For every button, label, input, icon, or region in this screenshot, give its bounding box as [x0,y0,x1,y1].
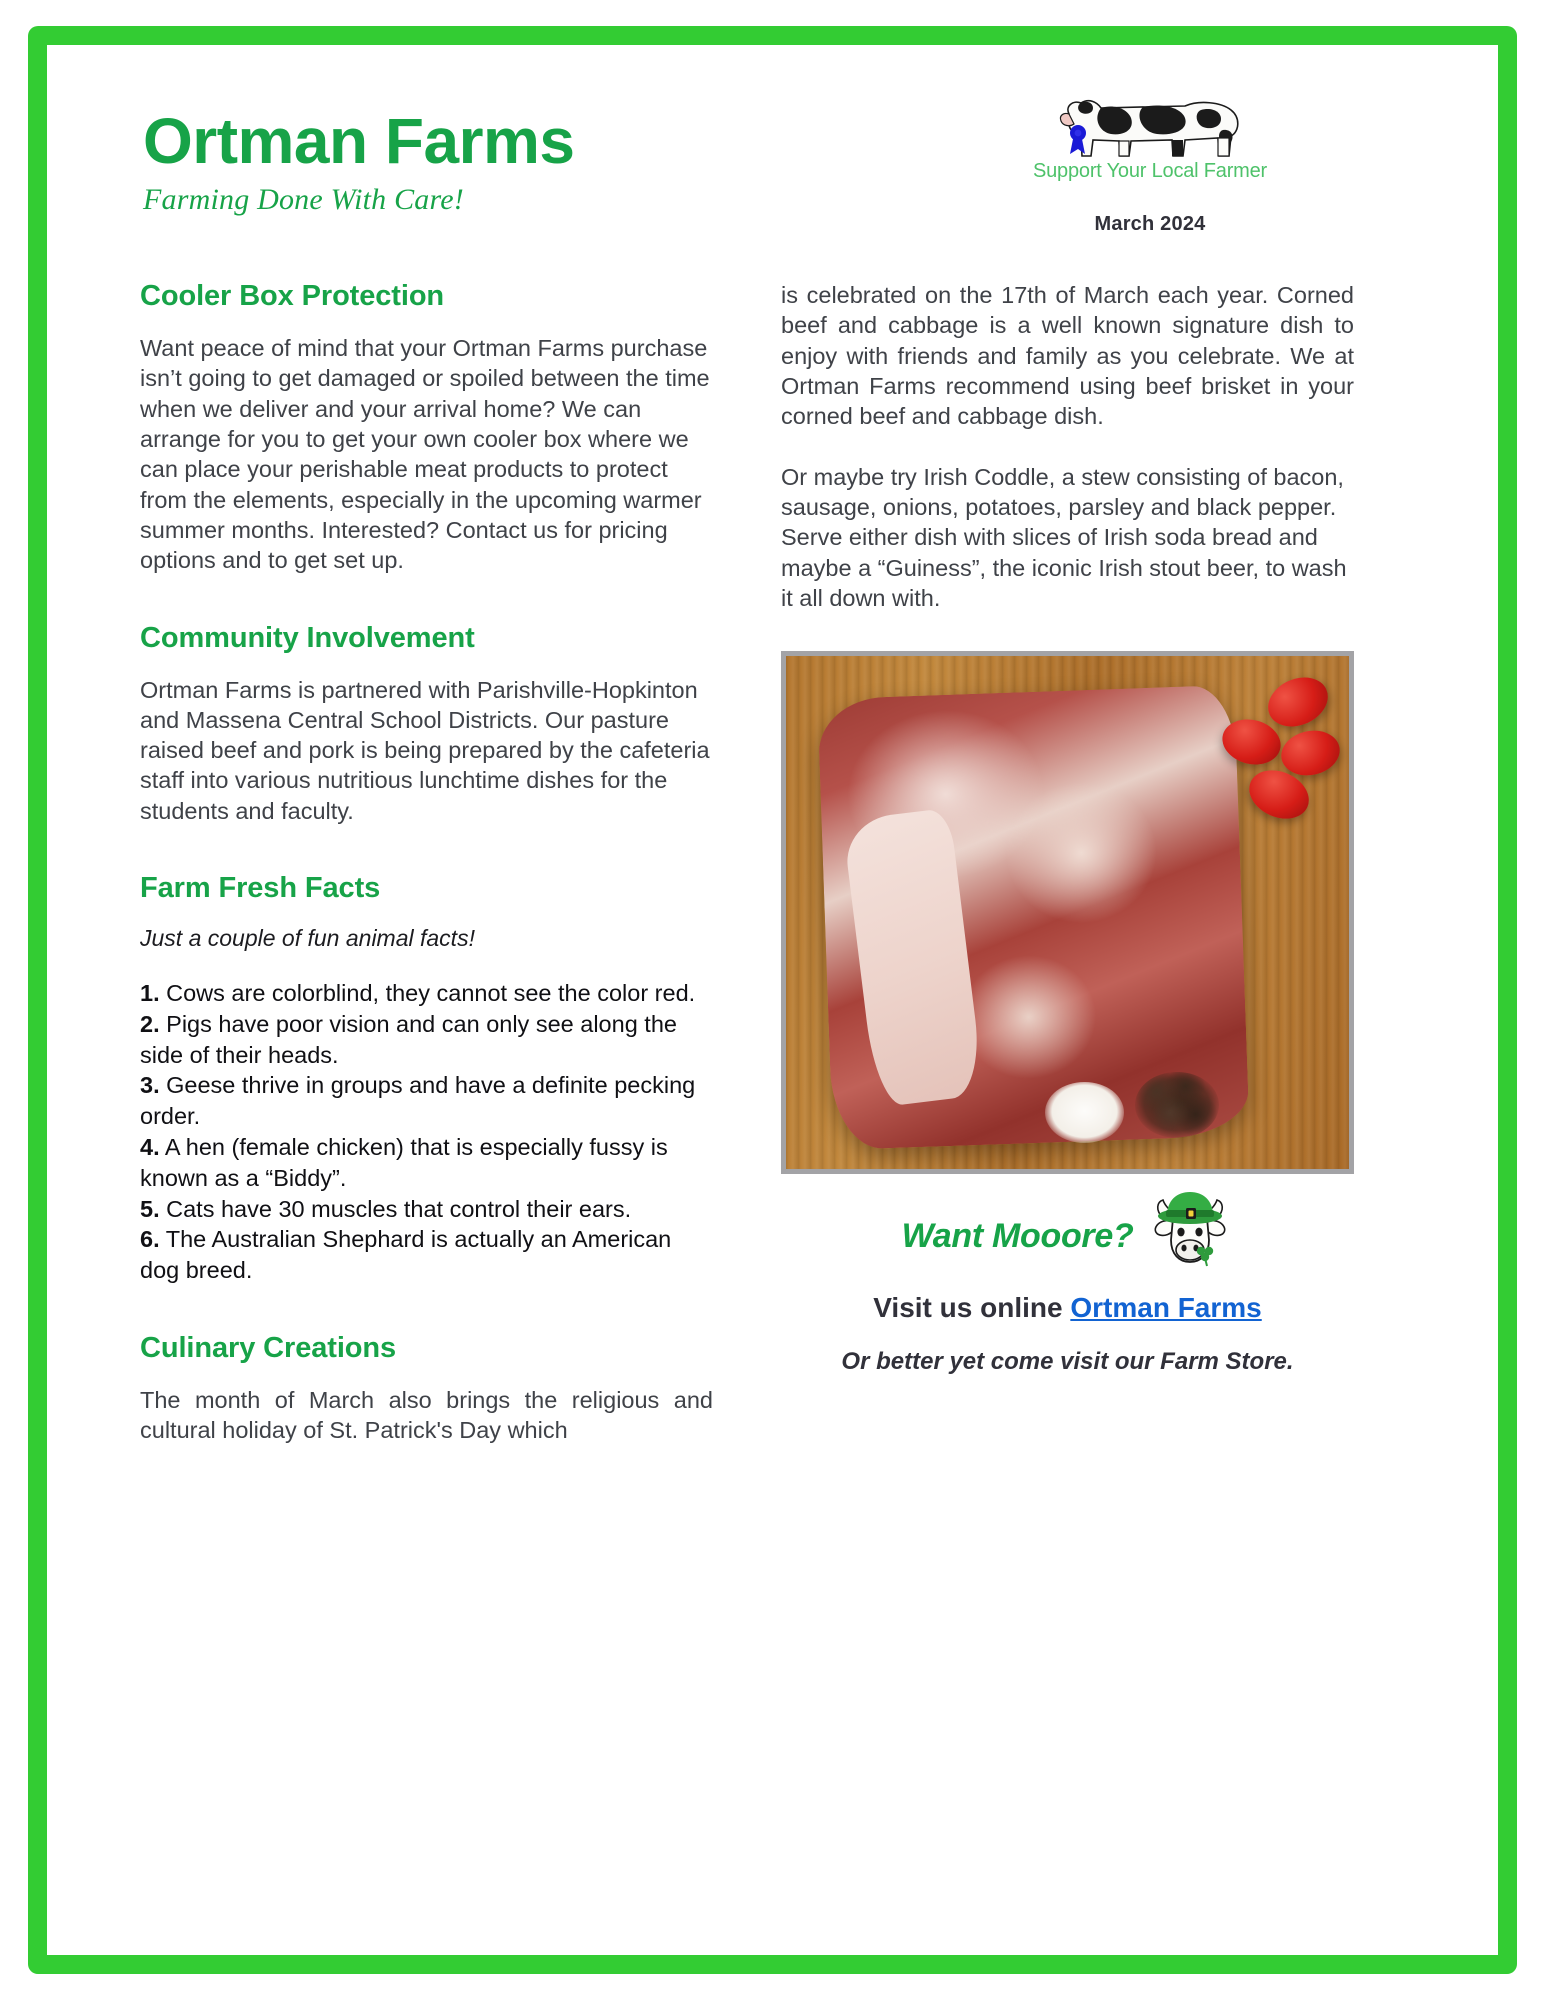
fact-number: 3. [140,1072,160,1099]
fact-number: 5. [140,1195,160,1222]
fat-cap [843,808,986,1108]
facts-intro: Just a couple of fun animal facts! [140,925,475,952]
brand-block [143,105,575,217]
page-title: Ortman Farms [143,105,575,177]
cta-headline: Want Mooore? [901,1216,1134,1255]
list-item [140,1009,713,1071]
farm-logo [1020,86,1280,236]
section-heading-culinary-creations: Culinary Creations [140,1331,397,1364]
issue-date: March 2024 [1094,213,1206,235]
list-item [140,1194,713,1225]
section-heading-community-involvement: Community Involvement [140,621,475,654]
left-column [140,280,713,1446]
culinary-paragraph: The month of March also brings the religious and cultural holiday of St. Patrick's Day which [140,1386,713,1444]
fact-number: 6. [140,1226,160,1253]
masthead [140,86,1355,256]
list-item [140,1224,713,1286]
fact-text: Pigs have poor vision and can only see along the side of their heads. [140,1010,677,1068]
fact-text: The Australian Shephard is actually an American dog breed. [140,1226,672,1284]
list-item [140,1070,713,1132]
fact-text: Geese thrive in groups and have a definite pecking order. [140,1072,696,1130]
cta-headline-row [781,1198,1354,1274]
fact-text: Cows are colorblind, they cannot see the color red. [166,980,696,1007]
st-patricks-paragraph: is celebrated on the 17th of March each year. Corned beef and cabbage is a well known signature dish to enjoy with friends and family as you celebrate. We at Ortman Farms recommend using beef brisket in your corned beef and cabbage dish. [781,282,1354,430]
visit-us-line [781,1292,1354,1324]
fact-number: 2. [140,1010,160,1037]
brand-tagline: Farming Done With Care! [143,183,464,217]
community-paragraph: Ortman Farms is partnered with Parishville-Hopkinton and Massena Central School Districts. Our pasture raised beef and pork is being prepared by the cafeteria staff into various nutritious lunchtime dishes for the students and faculty. [140,676,710,824]
farm-facts-list [140,978,713,1286]
fact-number: 4. [140,1133,160,1160]
brisket-photo [781,651,1354,1174]
right-column [781,280,1354,1446]
list-item [140,978,713,1009]
leprechaun-cow-icon [1147,1188,1233,1274]
farm-store-line: Or better yet come visit our Farm Store. [841,1348,1294,1376]
page-content [140,86,1355,1446]
salt-pile [1045,1082,1124,1144]
ortman-farms-link[interactable]: Ortman Farms [1070,1292,1262,1324]
irish-coddle-paragraph: Or maybe try Irish Coddle, a stew consisting of bacon, sausage, onions, potatoes, parsley and black pepper. Serve either dish with slices of Irish soda bread and maybe a “Guiness”, the iconic Irish stout beer, to wash it all down with. [781,463,1347,611]
body-columns [140,280,1355,1446]
fact-text: Cats have 30 muscles that control their ears. [166,1195,632,1222]
call-to-action [781,1198,1354,1376]
section-heading-cooler-box-protection: Cooler Box Protection [140,280,445,312]
section-heading-farm-fresh-facts: Farm Fresh Facts [140,872,381,905]
logo-caption: Support Your Local Farmer [1032,160,1268,182]
fact-number: 1. [140,980,160,1007]
visit-us-prefix: Visit us online [873,1292,1071,1324]
cooler-box-paragraph: Want peace of mind that your Ortman Farms purchase isn’t going to get damaged or spoiled between the time when we deliver and your arrival home? We can arrange for you to get your own cooler box where we can place your perishable meat products to protect from the elements, especially in the upcoming warmer summer months. Interested? Contact us for pricing options and to get set up. [140,335,710,574]
list-item [140,1132,713,1194]
fact-text: A hen (female chicken) that is especially fussy is known as a “Biddy”. [140,1133,668,1191]
holstein-cow-icon [1035,86,1265,166]
